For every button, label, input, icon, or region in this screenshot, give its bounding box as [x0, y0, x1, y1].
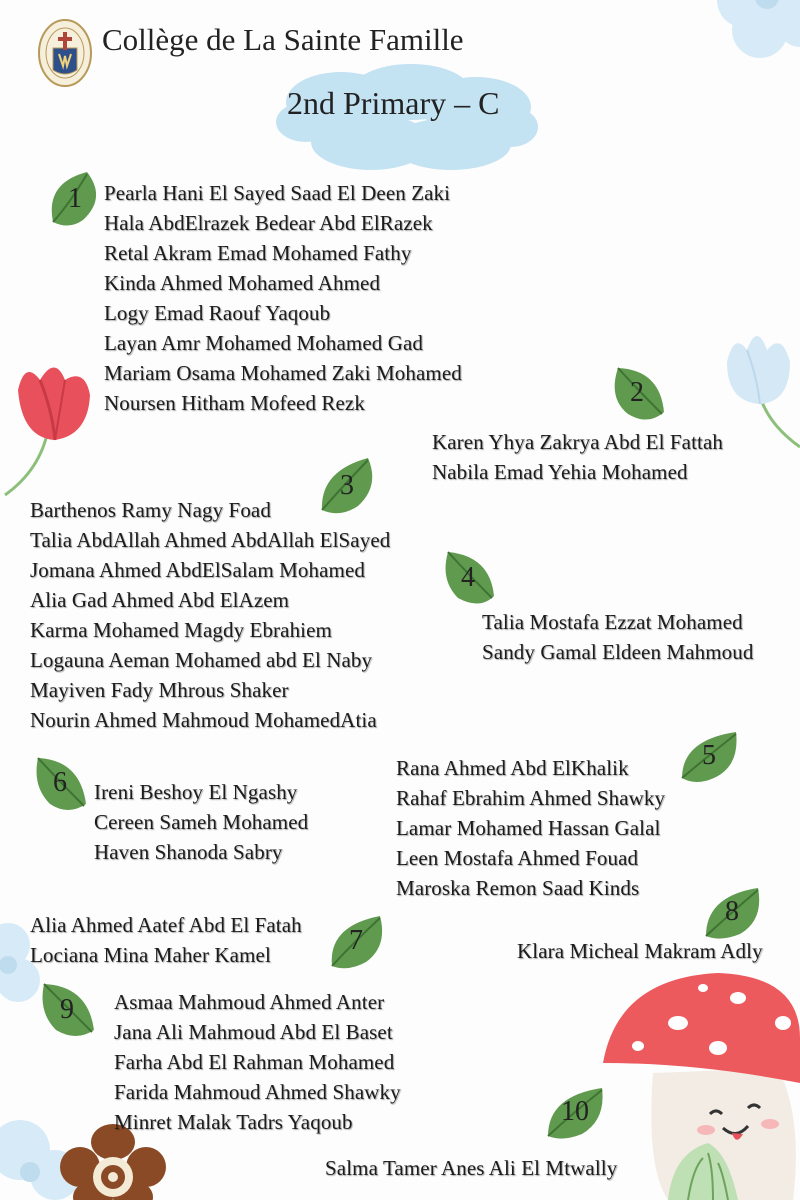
group-number: 6 — [53, 767, 67, 798]
student-name: Nourin Ahmed Mahmoud MohamedAtia — [30, 708, 377, 732]
group-number: 8 — [725, 896, 739, 927]
group-number: 1 — [68, 183, 82, 214]
student-name: Hala AbdElrazek Bedear Abd ElRazek — [104, 211, 433, 235]
group-number: 5 — [702, 740, 716, 771]
student-name: Logauna Aeman Mohamed abd El Naby — [30, 648, 373, 672]
student-name: Alia Gad Ahmed Abd ElAzem — [30, 588, 290, 612]
student-name: Karen Yhya Zakrya Abd El Fattah — [432, 430, 723, 454]
student-name: Rahaf Ebrahim Ahmed Shawky — [396, 786, 666, 810]
group-number: 4 — [461, 562, 475, 593]
student-name: Retal Akram Emad Mohamed Fathy — [104, 241, 412, 265]
group-9 — [114, 987, 401, 1137]
group-number-badge — [608, 362, 666, 424]
group-number-badge — [45, 168, 105, 230]
group-3 — [30, 495, 390, 735]
student-name: Mariam Osama Mohamed Zaki Mohamed — [104, 361, 462, 385]
blue-tulip-decoration — [712, 322, 800, 452]
student-name: Leen Mostafa Ahmed Fouad — [396, 846, 639, 870]
student-name: Jana Ali Mahmoud Abd El Baset — [114, 1020, 393, 1044]
group-number: 2 — [630, 377, 644, 408]
student-name: Lamar Mohamed Hassan Galal — [396, 816, 661, 840]
school-logo-icon — [37, 18, 93, 88]
school-name: Collège de La Sainte Famille — [102, 22, 464, 57]
student-name: Mayiven Fady Mhrous Shaker — [30, 678, 289, 702]
student-name: Farida Mahmoud Ahmed Shawky — [114, 1080, 401, 1104]
red-tulip-decoration — [0, 360, 100, 500]
group-number-badge — [326, 912, 386, 970]
student-name: Sandy Gamal Eldeen Mahmoud — [482, 640, 754, 664]
group-number-badge — [440, 548, 496, 608]
group-number-badge — [38, 980, 96, 1040]
group-number-badge — [702, 884, 762, 940]
group-number: 7 — [349, 925, 363, 956]
student-name: Layan Amr Mohamed Mohamed Gad — [104, 331, 423, 355]
student-name: Haven Shanoda Sabry — [94, 840, 283, 864]
mushroom-decoration — [598, 968, 800, 1200]
group-number-badge — [32, 752, 88, 814]
group-number-badge — [678, 728, 740, 784]
student-name: Salma Tamer Anes Ali El Mtwally — [325, 1156, 618, 1180]
student-name: Maroska Remon Saad Kinds — [396, 876, 640, 900]
class-title: 2nd Primary – C — [287, 85, 500, 121]
group-10 — [325, 1153, 617, 1183]
student-name: Nabila Emad Yehia Mohamed — [432, 460, 688, 484]
student-name: Lociana Mina Maher Kamel — [30, 943, 271, 967]
student-name: Barthenos Ramy Nagy Foad — [30, 498, 271, 522]
student-name: Talia Mostafa Ezzat Mohamed — [482, 610, 743, 634]
group-number: 9 — [60, 994, 74, 1025]
student-name: Jomana Ahmed AbdElSalam Mohamed — [30, 558, 365, 582]
student-name: Asmaa Mahmoud Ahmed Anter — [114, 990, 385, 1014]
group-7 — [30, 910, 302, 970]
student-name: Alia Ahmed Aatef Abd El Fatah — [30, 913, 302, 937]
blue-flower-decoration — [705, 0, 800, 70]
student-name: Cereen Sameh Mohamed — [94, 810, 309, 834]
student-name: Pearla Hani El Sayed Saad El Deen Zaki — [104, 181, 451, 205]
group-1 — [104, 178, 462, 418]
student-name: Kinda Ahmed Mohamed Ahmed — [104, 271, 381, 295]
student-name: Farha Abd El Rahman Mohamed — [114, 1050, 395, 1074]
student-name: Rana Ahmed Abd ElKhalik — [396, 756, 629, 780]
group-number-badge — [544, 1084, 606, 1140]
group-2 — [432, 427, 723, 487]
student-name: Ireni Beshoy El Ngashy — [94, 780, 298, 804]
student-name: Logy Emad Raouf Yaqoub — [104, 301, 331, 325]
group-5 — [396, 753, 665, 903]
student-name: Minret Malak Tadrs Yaqoub — [114, 1110, 353, 1134]
student-name: Karma Mohamed Magdy Ebrahiem — [30, 618, 332, 642]
group-number: 10 — [561, 1096, 589, 1127]
student-name: Noursen Hitham Mofeed Rezk — [104, 391, 365, 415]
group-4 — [482, 607, 753, 667]
student-name: Talia AbdAllah Ahmed AbdAllah ElSayed — [30, 528, 391, 552]
group-6 — [94, 777, 308, 867]
group-8 — [517, 936, 763, 966]
group-number: 3 — [340, 470, 354, 501]
student-name: Klara Micheal Makram Adly — [517, 939, 763, 963]
